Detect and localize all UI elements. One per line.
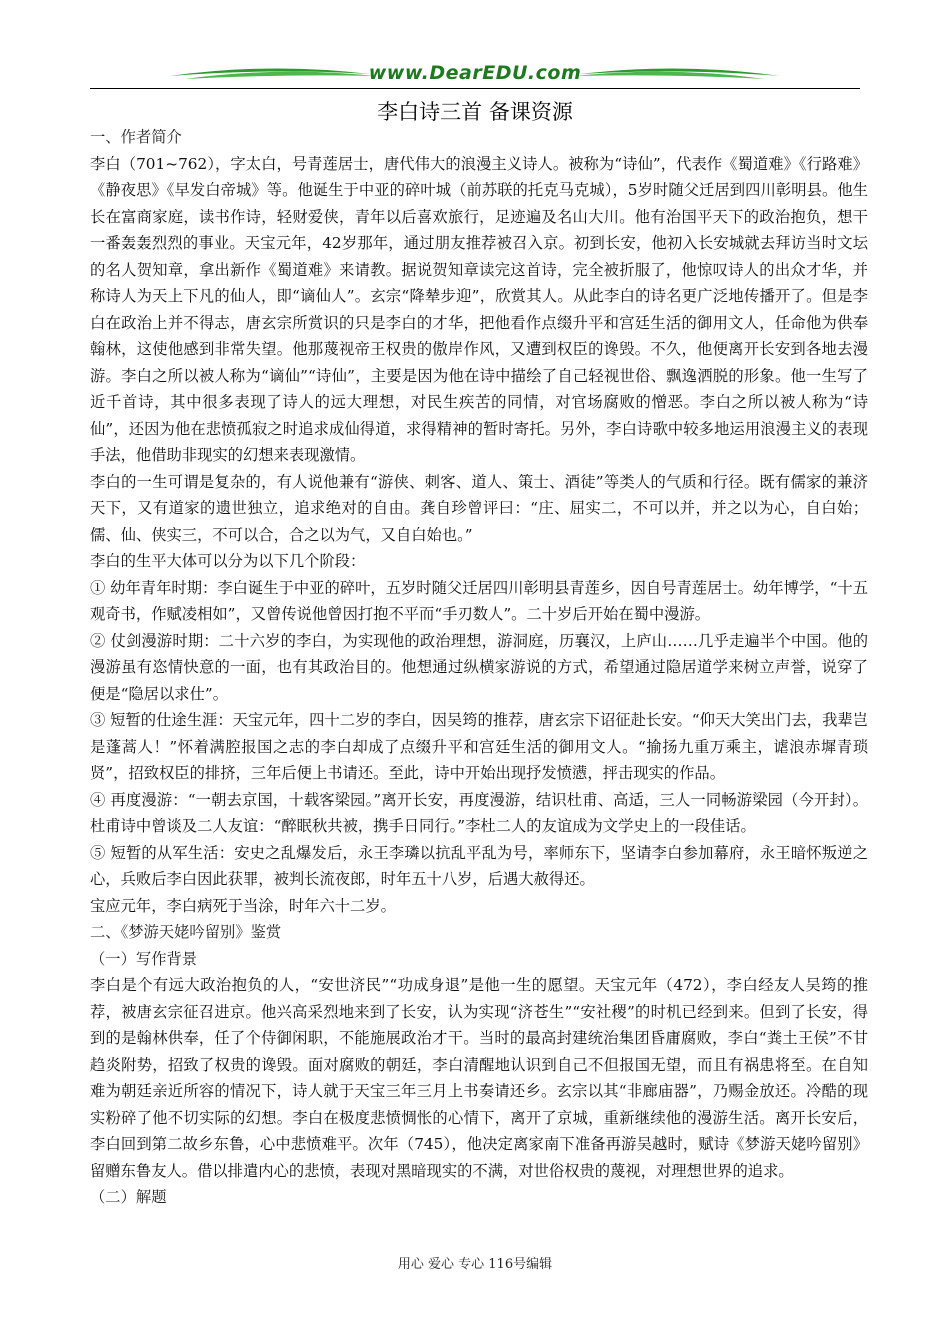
body-paragraph: 李白是个有远大政治抱负的人，“安世济民”“功成身退”是他一生的愿望。天宝元年（472），李白经友人吴筠的推荐，被唐玄宗征召进京。他兴高采烈地来到了长安，认为实现“济苍生”“安社稷”的时机已经到来。但到了长安，得到的是翰林供奉，任了个侍御闲职，不能施展政治才干。当时的最高封建统治集团昏庸腐败，李白“粪土王侯”不甘趋炎附势，招致了权贵的谗毁。面对腐败的朝廷，李白清醒地认识到自己不但报国无望，而且有祸患将至。在自知难为朝廷亲近所容的情况下，诗人就于天宝三年三月上书奏请还乡。玄宗以其“非廊庙器”，乃赐金放还。冷酷的现实粉碎了他不切实际的幻想。李白在极度悲愤惆怅的心情下，离开了京城，重新继续他的漫游生活。离开长安后，李白回到第二故乡东鲁，心中悲愤难平。次年（745），他决定离家南下准备再游吴越时，赋诗《梦游天姥吟留别》留赠东鲁友人。借以排遣内心的悲愤，表现对黑暗现实的不满，对世俗权贵的蔑视，对理想世界的追求。 [90, 976, 868, 1180]
stage-item: ③ 短暂的仕途生涯：天宝元年，四十二岁的李白，因吴筠的推荐，唐玄宗下诏征赴长安。“仰天大笑出门去，我辈岂是蓬蒿人！”怀着满腔报国之志的李白却成了点缀升平和宫廷生活的御用文人。“揄扬九重万乘主，谑浪赤墀青琐贤”，招致权臣的排挤，三年后便上书请还。至此，诗中开始出现抒发愤懑，抨击现实的作品。 [90, 711, 868, 782]
body-paragraph: 李白的生平大体可以分为以下几个阶段： [90, 552, 366, 570]
stage-item: ② 仗剑漫游时期：二十六岁的李白，为实现他的政治理想，游洞庭，历襄汉，上庐山……几乎走遍半个中国。他的漫游虽有恣情快意的一面，也有其政治目的。他想通过纵横家游说的方式，希望通过隐居道学来树立声誉，说穿了便是“隐居以求仕”。 [90, 631, 868, 703]
header-rule [90, 88, 860, 89]
document-body [90, 124, 868, 1211]
body-paragraph: 李白的一生可谓是复杂的，有人说他兼有“游侠、刺客、道人、策士、酒徒”等类人的气质和行径。既有儒家的兼济天下，又有道家的遗世独立，追求绝对的自由。龚自珍曾评曰：“庄、屈实二，不可以并，并之以为心，自白始；儒、仙、侠实三，不可以合，合之以为气，又自白始也。” [90, 472, 868, 544]
subsection-heading: （二）解题 [90, 1188, 167, 1206]
page-footer: 用心 爱心 专心 116号编辑 [397, 1257, 553, 1272]
stage-item: ④ 再度漫游：“一朝去京国，十载客梁园。”离开长安，再度漫游，结识杜甫、高适，三人一同畅游梁园（今开封）。杜甫诗中曾谈及二人友谊：“醉眠秋共被，携手日同行。”李杜二人的友谊成为文学史上的一段佳话。 [90, 790, 868, 835]
subsection-heading: （一）写作背景 [90, 949, 198, 968]
body-paragraph: 宝应元年，李白病死于当涂，时年六十二岁。 [90, 896, 396, 915]
stage-item: ⑤ 短暂的从军生活：安史之乱爆发后，永王李璘以抗乱平乱为号，率师东下，坚请李白参加幕府，永王暗怀叛逆之心，兵败后李白因此获罪，被判长流夜郎，时年五十八岁，后遇大赦得还。 [90, 843, 868, 888]
site-logo[interactable]: www.DearEDU.com [368, 62, 582, 84]
section-heading: 二、《梦游天姥吟留别》鉴赏 [90, 923, 282, 941]
body-paragraph: 李白（701~762），字太白，号青莲居士，唐代伟大的浪漫主义诗人。被称为“诗仙”，代表作《蜀道难》《行路难》《静夜思》《早发白帝城》等。他诞生于中亚的碎叶城（前苏联的托克马克城），5岁时随父迁居到四川彰明县。他生长在富商家庭，读书作诗，轻财爱侠，青年以后喜欢旅行，足迹遍及名山大川。他有治国平天下的政治抱负，想干一番轰轰烈烈的事业。天宝元年，42岁那年，通过朋友推荐被召入京。初到长安，他初入长安城就去拜访当时文坛的名人贺知章，拿出新作《蜀道难》来请教。据说贺知章读完这首诗，完全被折服了，他惊叹诗人的出众才华，并称诗人为天上下凡的仙人，即“谪仙人”。玄宗“降辇步迎”，欣赏其人。从此李白的诗名更广泛地传播开了。但是李白在政治上并不得志，唐玄宗所赏识的只是李白的才华，把他看作点缀升平和宫廷生活的御用文人，任命他为供奉翰林，这使他感到非常失望。他那蔑视帝王权贵的傲岸作风，又遭到权臣的谗毁。不久，他便离开长安到各地去漫游。李白之所以被人称为“谪仙”“诗仙”，主要是因为他在诗中描绘了自己轻视世俗、飘逸洒脱的形象。他一生写了近千首诗，其中很多表现了诗人的远大理想，对民生疾苦的同情，对官场腐败的憎恶。李白之所以被人称为“诗仙”，还因为他在悲愤孤寂之时追求成仙得道，求得精神的暂时寄托。另外，李白诗歌中较多地运用浪漫主义的表现手法，他借助非现实的幻想来表现激情。 [90, 154, 868, 464]
stage-item: ① 幼年青年时期：李白诞生于中亚的碎叶，五岁时随父迁居四川彰明县青莲乡，因自号青莲居士。幼年博学，“十五观奇书，作赋凌相如”，又曾传说他曾因打抱不平而“手刃数人”。二十岁后开始在蜀中漫游。 [90, 578, 868, 623]
document-title: 李白诗三首 备课资源 [377, 100, 573, 124]
section-heading: 一、作者简介 [90, 128, 182, 146]
